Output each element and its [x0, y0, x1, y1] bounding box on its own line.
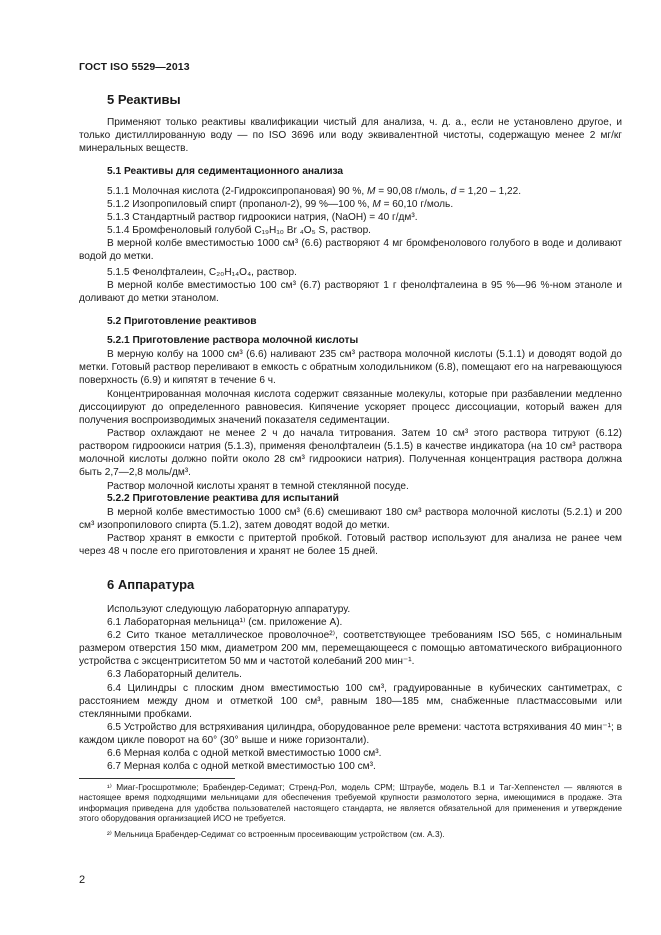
apparatus-6-6: 6.6 Мерная колба с одной меткой вместимостью 1000 см³. [107, 748, 382, 759]
reagent-5-1-4-text: В мерной колбе вместимостью 1000 см³ (6.6) растворяют 4 мг бромфенолового голубого в воде и доливают водой до метки. [79, 238, 622, 262]
symbol-molar-mass: M [367, 186, 376, 197]
apparatus-6-7: 6.7 Мерная колба с одной меткой вместимостью 100 см³. [107, 761, 376, 772]
reagent-5-1-1-density: = 1,20 – 1,22. [456, 186, 522, 197]
paragraph-5-2-1-1: В мерную колбу на 1000 см³ (6.6) наливают 235 см³ раствора молочной кислоты (5.1.1) и доводят водой до метки. Готовый раствор переливают в емкость с обратным холодильником (6.8), помещают его на нагревающуюся поверхность (6.9) и кипятят в течение 6 ч. [79, 349, 622, 386]
page-number: 2 [79, 874, 86, 886]
apparatus-6-4: 6.4 Цилиндры с плоским дном вместимостью 100 см³, градуированные в кубических сантиметрах, с расстоянием между дном и отметкой 100 см³, равным 180—185 мм, снабженные пластмассовыми или стеклянными пробками. [79, 683, 622, 720]
symbol-molar-mass: M [372, 199, 381, 210]
subsection-5-1-title: 5.1 Реактивы для седиментационного анализа [107, 166, 344, 177]
section-6-intro: Используют следующую лабораторную аппаратуру. [107, 604, 351, 615]
reagent-5-1-2-mass: = 60,10 г/моль. [380, 199, 454, 210]
footnote-1: ¹⁾ Миаг-Гросшротмюле; Брабендер-Седимат; Стренд-Рол, модель СРМ; Штраубе, модель В.1 и Таг-Хеппенстел — являются в настоящее время подходящими мельницами для обеспечения требуемой крупности размолотого зерна, имеющимися в продаже. Эта информация приведена для удобства пользователей настоящего стандарта, не является обязательной для применения и утверждение этого оборудования организацией ИСО не требуется. [79, 782, 622, 824]
section-5-title: 5 Реактивы [107, 92, 181, 107]
paragraph-5-2-2-2: Раствор хранят в емкости с притертой пробкой. Готовый раствор используют для анализа не ранее чем через 48 ч после его приготовления и хранят не более 15 дней. [79, 533, 622, 557]
reagent-5-1-1 [107, 185, 521, 198]
reagent-5-1-1-text: 5.1.1 Молочная кислота (2-Гидроксипропановая) 90 %, [107, 186, 365, 197]
reagent-5-1-4-title: 5.1.4 Бромфеноловый голубой C₁₉H₁₀ Br ₄O₅ S, раствор. [107, 225, 371, 236]
reagent-5-1-2 [107, 198, 453, 211]
reagent-5-1-1-mass: = 90,08 г/моль, [375, 186, 448, 197]
paragraph-5-2-1-3: Раствор охлаждают не менее 2 ч до начала титрования. Затем 10 см³ этого раствора титруют (6.12) раствором гидроокиси натрия (5.1.3), применяя фенолфталеин (5.1.5) в качестве индикатора (на 10 см³ раствора молочной кислоты должно пойти около 28 см³ гидроокиси натрия). Полученная концентрация раствора должна быть 2,7—2,8 моль/дм³. [79, 428, 622, 478]
apparatus-6-3: 6.3 Лабораторный делитель. [107, 669, 242, 680]
paragraph-5-2-2-1: В мерной колбе вместимостью 1000 см³ (6.6) смешивают 180 см³ раствора молочной кислоты (5.2.1) и 200 см³ изопропилового спирта (5.1.2), затем доводят водой до метки. [79, 507, 622, 531]
subsection-5-2-title: 5.2 Приготовление реактивов [107, 316, 257, 327]
subsection-5-2-1-title: 5.2.1 Приготовление раствора молочной кислоты [107, 335, 359, 346]
section-5-intro: Применяют только реактивы квалификации чистый для анализа, ч. д. а., если не установлено другое, и только дистиллированную воду — по ISO 3696 или воду эквивалентной чистоты, содержащую менее 2 мг/кг минеральных веществ. [79, 117, 622, 154]
apparatus-6-5: 6.5 Устройство для встряхивания цилиндра, оборудованное реле времени: частота встряхивания 40 мин⁻¹; в каждом цикле поворот на 60° (30° выше и ниже горизонтали). [79, 722, 622, 746]
section-6-title: 6 Аппаратура [107, 577, 195, 592]
apparatus-6-1: 6.1 Лабораторная мельница¹⁾ (см. приложение А). [107, 617, 343, 628]
reagent-5-1-2-text: 5.1.2 Изопропиловый спирт (пропанол-2), 99 %—100 %, [107, 199, 370, 210]
apparatus-6-2: 6.2 Сито тканое металлическое проволочное²⁾, соответствующее требованиям ISO 565, с номинальным размером отверстия 150 мкм, диаметром 200 мм, перемещающееся с помощью автоматического вибрационного устройства с эксцентриситетом 50 мм и частотой колебаний 200 мин⁻¹. [79, 630, 622, 667]
paragraph-5-2-1-4: Раствор молочной кислоты хранят в темной стеклянной посуде. [107, 481, 409, 492]
paragraph-5-2-1-2: Концентрированная молочная кислота содержит связанные молекулы, которые при разбавлении медленно диссоциируют до определенного равновесия. Кипячение ускоряет процесс диссоциации, который важен для получения воспроизводимых значений показателя седиментации. [79, 389, 622, 426]
footnote-divider [79, 778, 235, 779]
reagent-5-1-3: 5.1.3 Стандартный раствор гидроокиси натрия, (NaOH) = 40 г/дм³. [107, 212, 418, 223]
document-header: ГОСТ ISO 5529—2013 [79, 61, 190, 73]
subsection-5-2-2-title: 5.2.2 Приготовление реактива для испытаний [107, 493, 339, 504]
symbol-density: d [450, 186, 457, 197]
footnote-2: ²⁾ Мельница Брабендер-Седимат со встроенным просеивающим устройством (см. А.3). [107, 829, 445, 839]
reagent-5-1-5-text: В мерной колбе вместимостью 100 см³ (6.7) растворяют 1 г фенолфталеина в 95 %—96 %-ном этаноле и доливают до метки этанолом. [79, 280, 622, 304]
reagent-5-1-5-title: 5.1.5 Фенолфталеин, C₂₀H₁₄O₄, раствор. [107, 267, 297, 278]
